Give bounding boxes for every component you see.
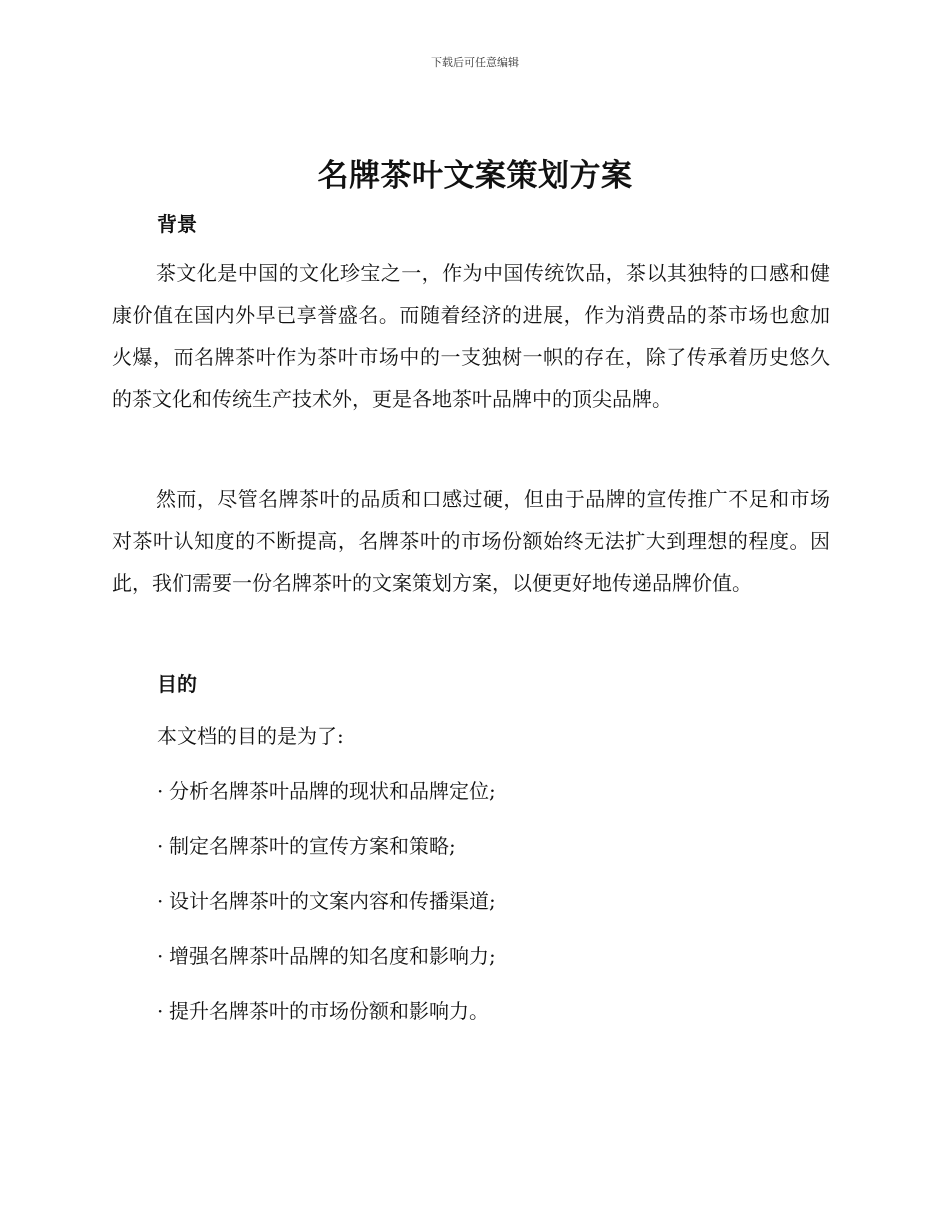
bullet-icon: ·	[157, 999, 164, 1023]
purpose-intro: 本文档的目的是为了:	[157, 724, 344, 748]
paragraph-background-2: 然而，尽管名牌茶叶的品质和口感过硬，但由于品牌的宣传推广不足和市场对茶叶认知度的不断提高，名牌茶叶的市场份额始终无法扩大到理想的程度。因此，我们需要一份名牌茶叶的文案策划方案，以便更好地传递品牌价值。	[112, 487, 830, 595]
list-item	[157, 777, 496, 805]
bullet-icon: ·	[157, 889, 164, 913]
bullet-icon: ·	[157, 944, 164, 968]
list-item	[157, 887, 496, 915]
list-item-text: 分析名牌茶叶品牌的现状和品牌定位;	[169, 779, 496, 803]
list-item-text: 增强名牌茶叶品牌的知名度和影响力;	[169, 944, 496, 968]
list-item-text: 提升名牌茶叶的市场份额和影响力。	[169, 999, 489, 1023]
list-item-text: 设计名牌茶叶的文案内容和传播渠道;	[169, 889, 496, 913]
section-heading-background: 背景	[157, 212, 197, 236]
bullet-icon: ·	[157, 779, 164, 803]
paragraph-background-1: 茶文化是中国的文化珍宝之一，作为中国传统饮品，茶以其独特的口感和健康价值在国内外早已享誉盛名。而随着经济的进展，作为消费品的茶市场也愈加火爆，而名牌茶叶作为茶叶市场中的一支独树一帜的存在，除了传承着历史悠久的茶文化和传统生产技术外，更是各地茶叶品牌中的顶尖品牌。	[112, 261, 830, 411]
bullet-icon: ·	[157, 834, 164, 858]
list-item-text: 制定名牌茶叶的宣传方案和策略;	[169, 834, 456, 858]
list-item	[157, 832, 456, 860]
document-title: 名牌茶叶文案策划方案	[317, 158, 633, 194]
section-heading-purpose: 目的	[157, 672, 197, 696]
list-item	[157, 997, 489, 1025]
header-note: 下载后可任意编辑	[431, 56, 519, 69]
list-item	[157, 942, 496, 970]
